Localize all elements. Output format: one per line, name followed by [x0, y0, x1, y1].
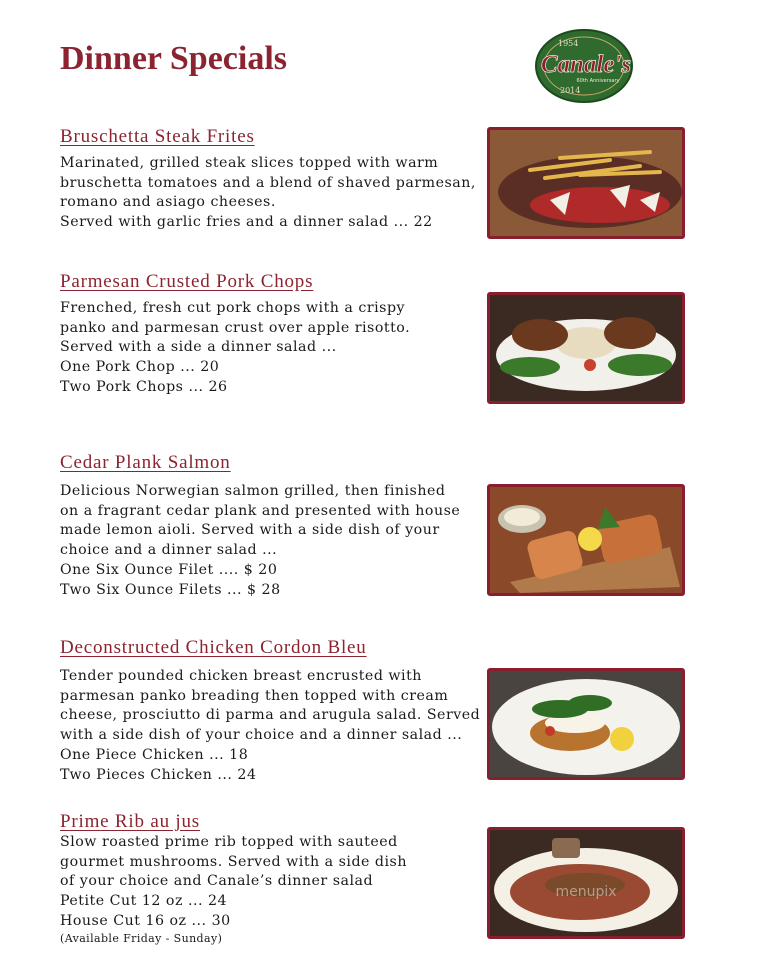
dish-description-line: romano and asiago cheeses. [60, 194, 276, 211]
bruschetta-steak-photo [487, 127, 685, 239]
dish-description-line: Slow roasted prime rib topped with sauteed [60, 834, 398, 850]
dish-price-line: Two Pork Chops ... 26 [60, 378, 228, 395]
salmon-photo [487, 484, 685, 596]
dish-price-line: House Cut 16 oz ... 30 [60, 912, 231, 929]
dish-section-bruschetta [60, 126, 480, 233]
logo-year-start: 1954 [558, 39, 579, 48]
logo-tagline: 60th Anniversary [576, 78, 620, 84]
dish-description-line: Delicious Norwegian salmon grilled, then finished [60, 483, 446, 499]
dish-price-line: Two Pieces Chicken ... 24 [60, 766, 257, 783]
dish-description-line: Frenched, fresh cut pork chops with a crispy [60, 300, 406, 316]
dish-section-pork-chops [60, 271, 480, 398]
dish-description-line: gourmet mushrooms. Served with a side dish [60, 853, 407, 870]
dish-description-line: choice and a dinner salad ... [60, 542, 278, 559]
dish-description-line: Marinated, grilled steak slices topped with warm [60, 155, 439, 171]
dish-description-line: Served with a side a dinner salad ... [60, 339, 337, 356]
dish-section-prime-rib [60, 811, 480, 946]
dish-price-line: One Pork Chop ... 20 [60, 359, 220, 376]
canales-logo [528, 18, 644, 110]
dish-price-line: Petite Cut 12 oz ... 24 [60, 893, 228, 910]
logo-brand: Canale's [540, 51, 632, 78]
chicken-cordon-bleu-photo [487, 668, 685, 780]
dish-price-line: Served with garlic fries and a dinner salad ... 22 [60, 214, 433, 231]
dish-title: Cedar Plank Salmon [60, 452, 231, 473]
dish-description-line: on a fragrant cedar plank and presented with house [60, 502, 461, 519]
page-title: Dinner Specials [60, 40, 288, 77]
logo-year-end: 2014 [560, 86, 581, 95]
dish-price-line: One Six Ounce Filet .... $ 20 [60, 561, 278, 578]
dish-title: Prime Rib au jus [60, 811, 200, 832]
dish-description-line: panko and parmesan crust over apple risotto. [60, 319, 411, 336]
pork-chops-photo [487, 292, 685, 404]
dish-title: Deconstructed Chicken Cordon Bleu [60, 637, 367, 658]
dish-description-line: parmesan panko breading then topped with cream [60, 687, 449, 704]
dish-description-line: bruschetta tomatoes and a blend of shaved parmesan, [60, 174, 476, 191]
dish-description-line: cheese, prosciutto di parma and arugula salad. Served [60, 707, 481, 724]
dish-description-line: Tender pounded chicken breast encrusted with [60, 668, 422, 684]
watermark-text: menupix [555, 884, 617, 900]
dish-description-line: with a side dish of your choice and a dinner salad ... [60, 727, 463, 744]
dish-title: Parmesan Crusted Pork Chops [60, 271, 314, 292]
dish-title: Bruschetta Steak Frites [60, 126, 255, 147]
dish-description-line: made lemon aioli. Served with a side dish of your [60, 522, 440, 539]
prime-rib-photo [487, 827, 685, 939]
dish-section-cordon-bleu [60, 637, 480, 785]
dish-description-line: of your choice and Canale’s dinner salad [60, 873, 374, 890]
dish-price-line: Two Six Ounce Filets ... $ 28 [60, 581, 281, 598]
dish-section-salmon [60, 452, 480, 600]
availability-note: (Available Friday - Sunday) [60, 931, 223, 945]
dish-price-line: One Piece Chicken ... 18 [60, 746, 249, 763]
